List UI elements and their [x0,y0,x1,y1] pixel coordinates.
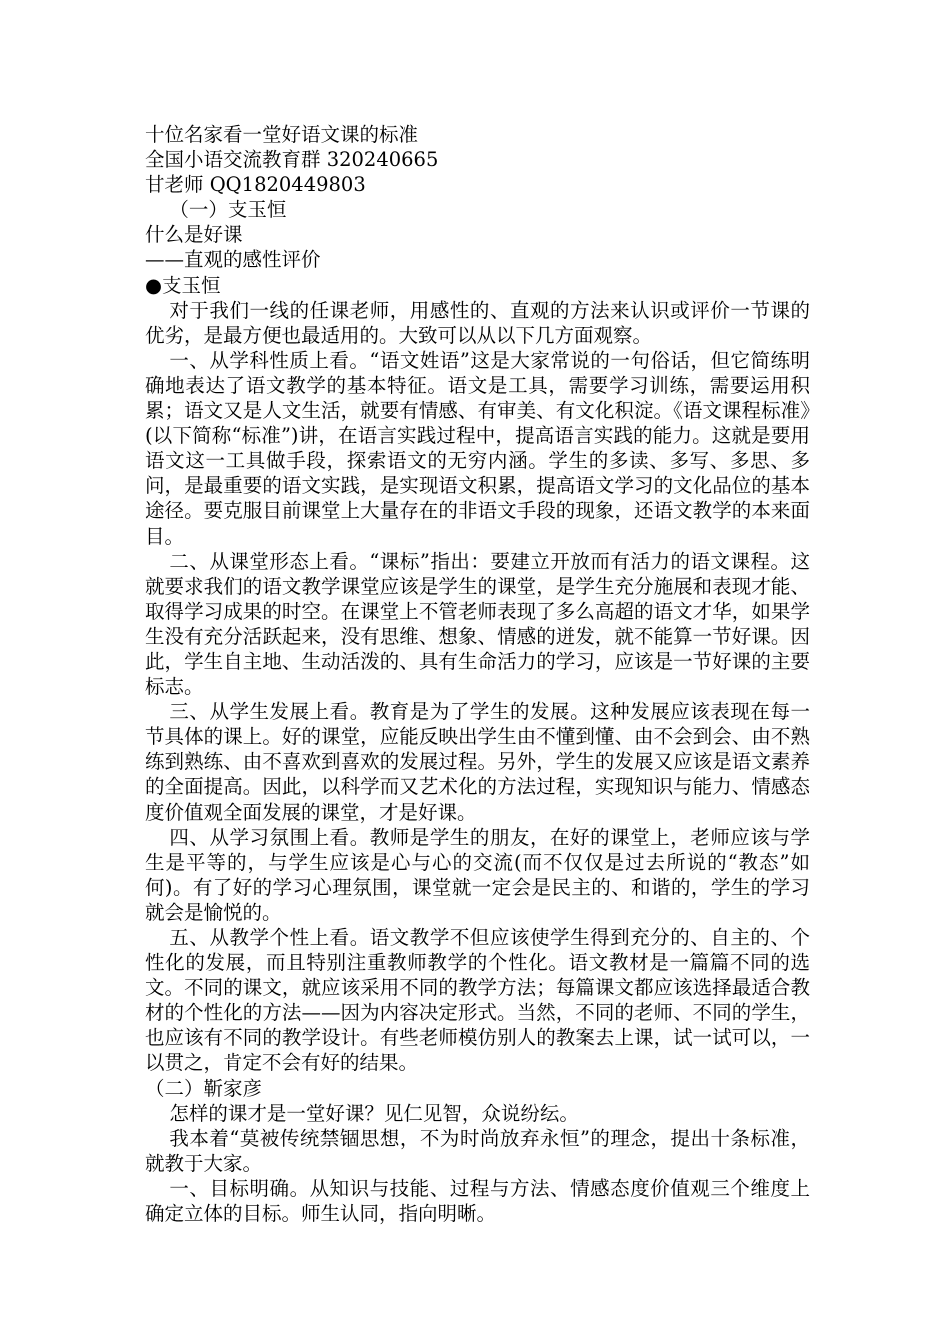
section-1-paragraph: 对于我们一线的任课老师，用感性的、直观的方法来认识或评价一节课的优劣，是最方便也最适用的。大致可以从以下几方面观察。 [145,298,810,347]
section-1-paragraph: 二、从课堂形态上看。“课标”指出：要建立开放而有活力的语文课程。这就要求我们的语文教学课堂应该是学生的课堂，是学生充分施展和表现才能、取得学习成果的时空。在课堂上不管老师表现了多么高超的语文才华，如果学生没有充分活跃起来，没有思维、想象、情感的迸发，就不能算一节好课。因此，学生自主地、生动活泼的、具有生命活力的学习，应该是一节好课的主要标志。 [145,549,810,699]
section-1-paragraph: 三、从学生发展上看。教育是为了学生的发展。这种发展应该表现在每一节具体的课上。好的课堂，应能反映出学生由不懂到懂、由不会到会、由不熟练到熟练、由不喜欢到喜欢的发展过程。另外，学生的发展又应该是语文素养的全面提高。因此，以科学而又艺术化的方法过程，实现知识与能力、情感态度价值观全面发展的课堂，才是好课。 [145,700,810,824]
document-page [145,122,810,1226]
group-line: 全国小语交流教育群 320240665 [145,148,439,172]
section-1-paragraph: 五、从教学个性上看。语文教学不但应该使学生得到充分的、自主的、个性化的发展，而且特别注重教师教学的个性化。语文教材是一篇篇不同的选文。不同的课文，就应该采用不同的教学方法；每篇课文都应该选择最适合教材的个性化的方法——因为内容决定形式。当然，不同的老师、不同的学生，也应该有不同的教学设计。有些老师模仿别人的教案去上课，试一试可以，一以贯之，肯定不会有好的结果。 [145,926,810,1075]
document-title: 十位名家看一堂好语文课的标准 [145,123,419,146]
section-2-paragraph: 一、目标明确。从知识与技能、过程与方法、情感态度价值观三个维度上确定立体的目标。师生认同，指向明晰。 [145,1176,810,1226]
section-2-heading: （二）靳家彦 [145,1076,263,1100]
section-1-paragraph: 四、从学习氛围上看。教师是学生的朋友，在好的课堂上，老师应该与学生是平等的，与学生应该是心与心的交流(而不仅仅是过去所说的“教态”如何)。有了好的学习心理氛围，课堂就一定会是民主的、和谐的，学生的学习就会是愉悦的。 [145,825,810,924]
section-2-paragraph: 我本着“莫被传统禁锢思想，不为时尚放弃永恒”的理念，提出十条标准，就教于大家。 [145,1126,810,1175]
section-1-subtitle: 什么是好课 [145,223,243,247]
section-1-subtitle-2: ——直观的感性评价 [145,248,321,272]
section-2-paragraph: 怎样的课才是一堂好课？见仁见智，众说纷纭。 [169,1101,579,1125]
section-1-paragraph: 一、从学科性质上看。“语文姓语”这是大家常说的一句俗话，但它简练明确地表达了语文教学的基本特征。语文是工具，需要学习训练，需要运用积累；语文又是人文生活，就要有情感、有审美、有文化积淀。《语文课程标准》(以下简称“标准”)讲，在语言实践过程中，提高语言实践的能力。这就是要用语文这一工具做手段，探索语文的无穷内涵。学生的多读、多写、多思、多问，是最重要的语文实践，是实现语文积累，提高语文学习的文化品位的基本途径。要克服目前课堂上大量存在的非语文手段的现象，还语文教学的本来面目。 [145,348,810,548]
contact-line: 甘老师 QQ1820449803 [145,173,366,197]
section-1-author: ●支玉恒 [145,273,221,297]
section-1-heading: （一）支玉恒 [169,198,287,222]
